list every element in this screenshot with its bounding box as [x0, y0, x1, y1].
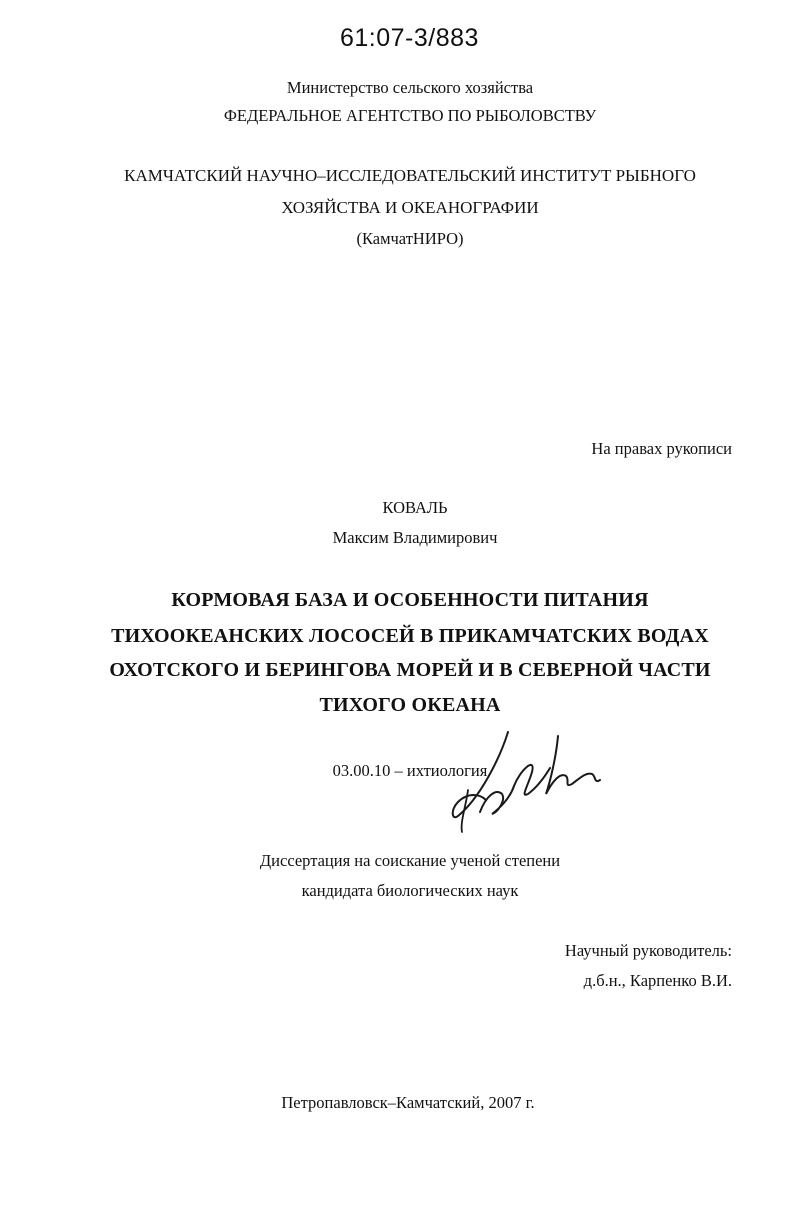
- title-line-1: КОРМОВАЯ БАЗА И ОСОБЕННОСТИ ПИТАНИЯ: [171, 589, 649, 611]
- specialty-code: 03.00.10 – ихтиология: [332, 761, 488, 780]
- supervisor-name: д.б.н., Карпенко В.И.: [583, 971, 732, 990]
- title-line-4: ТИХОГО ОКЕАНА: [319, 694, 501, 716]
- supervisor-label: Научный руководитель:: [564, 941, 732, 960]
- title-line-2: ТИХООКЕАНСКИХ ЛОСОСЕЙ В ПРИКАМЧАТСКИХ ВОДАХ: [111, 625, 709, 647]
- degree-line-2: кандидата биологических наук: [301, 881, 519, 900]
- title-line-3: ОХОТСКОГО И БЕРИНГОВА МОРЕЙ И В СЕВЕРНОЙ ЧАСТИ: [109, 659, 711, 681]
- author-surname: КОВАЛЬ: [382, 498, 448, 517]
- agency-line: ФЕДЕРАЛЬНОЕ АГЕНТСТВО ПО РЫБОЛОВСТВУ: [223, 106, 597, 125]
- handwritten-signature: [440, 728, 620, 838]
- ministry-line: Министерство сельского хозяйства: [286, 78, 534, 97]
- institute-line-2: ХОЗЯЙСТВА И ОКЕАНОГРАФИИ: [281, 198, 539, 217]
- degree-line-1: Диссертация на соискание ученой степени: [259, 851, 561, 870]
- place-and-year: Петропавловск–Камчатский, 2007 г.: [281, 1093, 535, 1112]
- archive-code: 61:07-3/883: [340, 24, 479, 52]
- institute-abbreviation: (КамчатНИРО): [356, 229, 464, 248]
- manuscript-note: На правах рукописи: [591, 439, 732, 458]
- author-name: Максим Владимирович: [332, 528, 498, 547]
- institute-line-1: КАМЧАТСКИЙ НАУЧНО–ИССЛЕДОВАТЕЛЬСКИЙ ИНСТИТУТ РЫБНОГО: [124, 166, 696, 185]
